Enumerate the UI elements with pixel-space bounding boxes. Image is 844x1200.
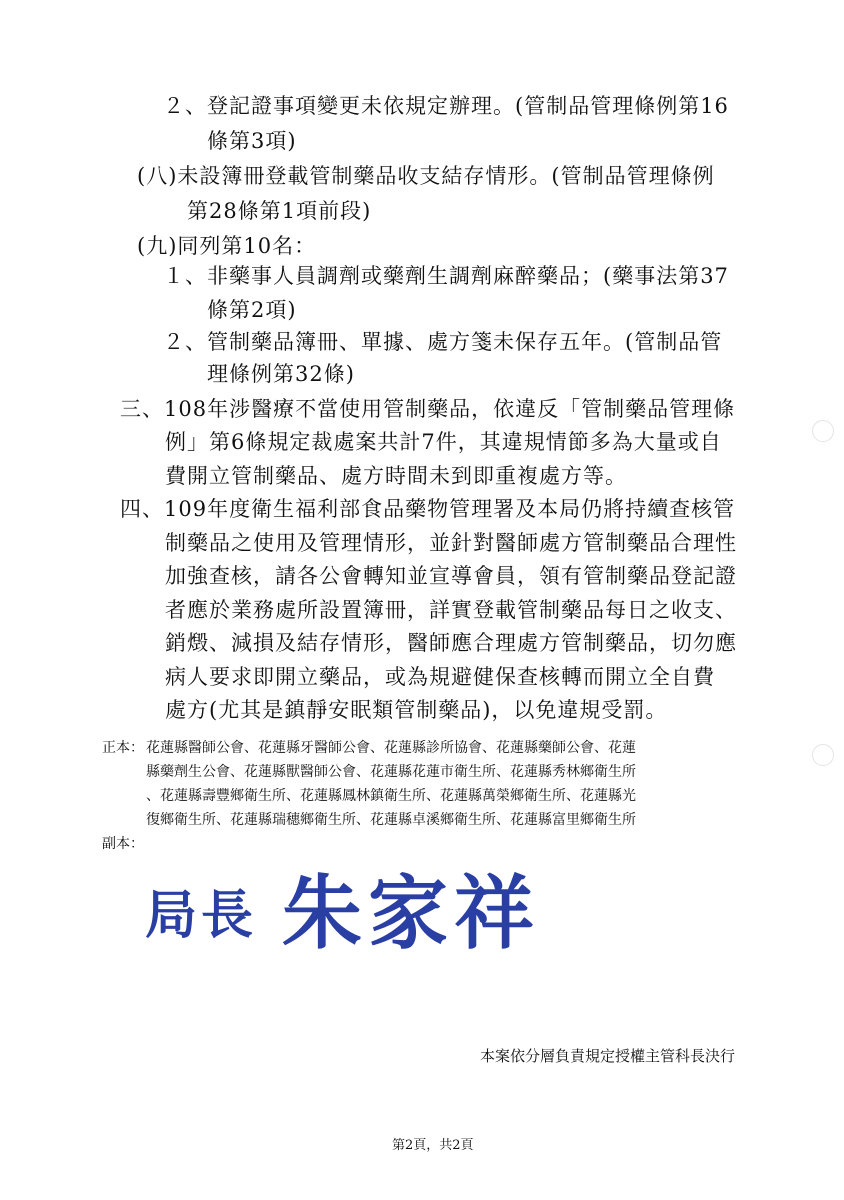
section-8-line-1: (八)未設簿冊登載管制藥品收支結存情形。(管制品管理條例 bbox=[137, 164, 715, 188]
section-9-item-1-line-1: １、非藥事人員調劑或藥劑生調劑麻醉藥品；(藥事法第37 bbox=[163, 264, 729, 288]
point-3-line-1: 三、108年涉醫療不當使用管制藥品，依違反「管制藥品管理條 bbox=[120, 397, 736, 421]
point-4-line-4: 者應於業務處所設置簿冊，詳實登載管制藥品每日之收支、 bbox=[165, 598, 737, 622]
original-recipients-line-1: 花蓮縣醫師公會、花蓮縣牙醫師公會、花蓮縣診所協會、花蓮縣藥師公會、花蓮 bbox=[146, 740, 636, 756]
point-4-line-5: 銷燬、減損及結存情形，醫師應合理處方管制藥品，切勿應 bbox=[165, 631, 737, 655]
original-recipients-line-2: 縣藥劑生公會、花蓮縣獸醫師公會、花蓮縣花蓮市衛生所、花蓮縣秀林鄉衛生所 bbox=[146, 764, 636, 780]
point-4-line-1: 四、109年度衛生福利部食品藥物管理署及本局仍將持續查核管 bbox=[120, 497, 736, 521]
item-2-line-1: ２、登記證事項變更未依規定辦理。(管制品管理條例第16 bbox=[163, 94, 729, 118]
original-recipients-line-4: 復鄉衛生所、花蓮縣瑞穗鄉衛生所、花蓮縣卓溪鄉衛生所、花蓮縣富里鄉衛生所 bbox=[146, 812, 636, 828]
signature-title: 局長 bbox=[145, 885, 258, 946]
original-recipients-line-3: 、花蓮縣壽豐鄉衛生所、花蓮縣鳳林鎮衛生所、花蓮縣萬榮鄉衛生所、花蓮縣光 bbox=[146, 788, 636, 804]
page-number: 第2頁，共2頁 bbox=[392, 1138, 474, 1153]
section-9-item-2-line-1: ２、管制藥品簿冊、單據、處方箋未保存五年。(管制品管 bbox=[163, 330, 723, 354]
original-recipients-label: 正本： bbox=[102, 740, 144, 756]
point-4-line-7: 處方(尤其是鎮靜安眠類管制藥品)，以免違規受罰。 bbox=[165, 698, 668, 722]
point-4-line-2: 制藥品之使用及管理情形，並針對醫師處方管制藥品合理性 bbox=[165, 531, 737, 555]
point-4-line-3: 加強查核，請各公會轉知並宣導會員，領有管制藥品登記證 bbox=[165, 564, 737, 588]
authorization-note: 本案依分層負責規定授權主管科長決行 bbox=[480, 1047, 736, 1065]
binding-hole-top bbox=[812, 420, 834, 442]
copy-recipients-label: 副本： bbox=[102, 836, 144, 852]
section-9-item-2-line-2: 理條例第32條) bbox=[207, 362, 355, 386]
point-3-line-2: 例」第6條規定裁處案共計7件，其違規情節多為大量或自 bbox=[165, 430, 722, 454]
item-2-line-2: 條第3項) bbox=[207, 129, 297, 153]
point-4-line-6: 病人要求即開立藥品，或為規避健保查核轉而開立全自費 bbox=[165, 665, 715, 689]
binding-hole-bottom bbox=[812, 744, 834, 766]
point-3-line-3: 費開立管制藥品、處方時間未到即重複處方等。 bbox=[165, 464, 627, 488]
section-8-line-2: 第28條第1項前段) bbox=[187, 199, 372, 223]
section-9-item-1-line-2: 條第2項) bbox=[207, 298, 297, 322]
signature-name: 朱家祥 bbox=[282, 866, 540, 960]
section-9-heading: (九)同列第10名： bbox=[137, 234, 317, 258]
